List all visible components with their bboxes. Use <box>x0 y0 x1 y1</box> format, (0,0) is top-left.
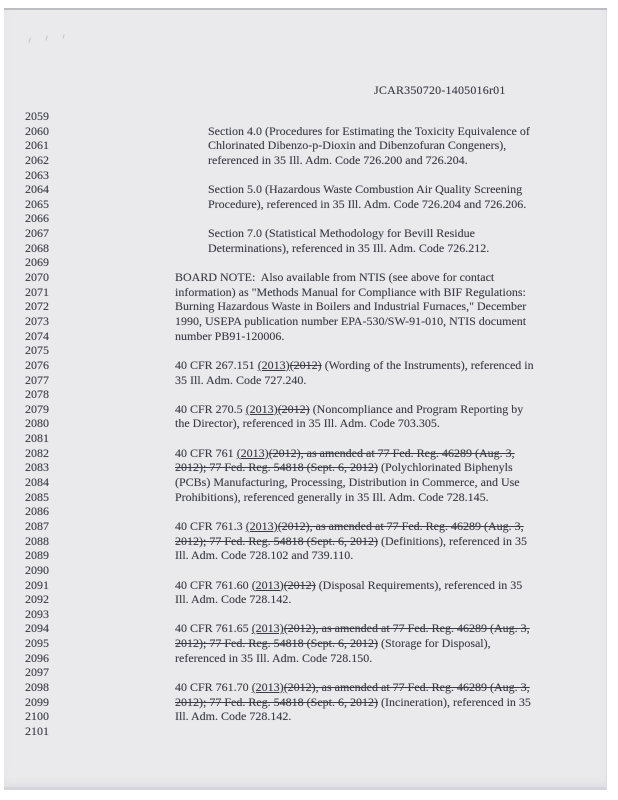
line-number: 2092 <box>25 592 49 607</box>
plain-text: (Disposal Requirements), referenced in 35 <box>315 577 523 592</box>
document-line <box>0 621 618 636</box>
line-number: 2071 <box>25 284 49 299</box>
plain-text: 40 CFR 761.70 <box>175 679 252 694</box>
line-number: 2093 <box>25 606 49 621</box>
document-line <box>0 592 618 607</box>
document-line <box>0 314 618 329</box>
line-text <box>175 475 520 490</box>
line-number: 2080 <box>25 416 49 431</box>
line-number: 2079 <box>25 401 49 416</box>
plain-text: (Wording of the Instruments), referenced in <box>321 357 534 372</box>
document-line <box>0 124 618 139</box>
plain-text: (Incineration), referenced in 35 <box>378 694 531 709</box>
deleted-text: 2012); 77 Fed. Reg. 54818 (Sept. 6, 2012) <box>175 694 378 709</box>
plain-text: 1990, USEPA publication number EPA-530/SW-91-010, NTIS document <box>175 313 527 328</box>
plain-text: 40 CFR 761 <box>175 445 237 460</box>
line-number: 2066 <box>25 211 49 226</box>
line-number: 2084 <box>25 475 49 490</box>
line-number: 2094 <box>25 621 49 636</box>
line-text <box>175 592 291 607</box>
document-line <box>0 197 618 212</box>
inserted-text: (2013) <box>251 621 284 636</box>
plain-text: 40 CFR 761.60 <box>175 577 252 592</box>
plain-text: BOARD NOTE: Also available from NTIS (see above for contact <box>175 270 495 285</box>
inserted-text: (2013) <box>245 401 278 416</box>
plain-text: (PCBs) Manufacturing, Processing, Distribution in Commerce, and Use <box>175 475 520 490</box>
document-line <box>0 724 618 739</box>
line-text <box>208 197 526 212</box>
line-number: 2095 <box>25 636 49 651</box>
document-line <box>0 343 618 358</box>
line-text <box>208 138 506 153</box>
line-number: 2100 <box>25 709 49 724</box>
deleted-text: 2012); 77 Fed. Reg. 54818 (Sept. 6, 2012) <box>175 636 378 651</box>
line-text <box>175 534 527 549</box>
line-number: 2070 <box>25 270 49 285</box>
line-number: 2069 <box>25 255 49 270</box>
line-number: 2088 <box>25 533 49 548</box>
line-text <box>175 578 522 593</box>
plain-text: Ill. Adm. Code 728.142. <box>175 709 292 724</box>
document-line <box>0 182 618 197</box>
document-line <box>0 548 618 563</box>
line-number: 2067 <box>25 226 49 241</box>
line-number: 2097 <box>25 665 49 680</box>
document-line <box>0 431 618 446</box>
plain-text: (Storage for Disposal), <box>378 636 491 651</box>
line-text <box>175 373 306 388</box>
document-lines <box>0 109 618 739</box>
plain-text: (Polychlorinated Biphenyls <box>378 460 513 475</box>
document-line <box>0 416 618 431</box>
line-text <box>175 695 531 710</box>
document-line <box>0 504 618 519</box>
line-number: 2064 <box>25 182 49 197</box>
line-number: 2060 <box>25 123 49 138</box>
line-number: 2086 <box>25 504 49 519</box>
deleted-text: (2012) <box>283 577 316 592</box>
document-line <box>0 373 618 388</box>
document-line <box>0 270 618 285</box>
plain-text: information) as "Methods Manual for Compliance with BIF Regulations: <box>175 284 526 299</box>
line-text <box>175 402 523 417</box>
document-line <box>0 241 618 256</box>
plain-text: 40 CFR 761.3 <box>175 518 246 533</box>
plain-text: number PB91-120006. <box>175 328 285 343</box>
document-line <box>0 636 618 651</box>
document-line <box>0 607 618 622</box>
document-line <box>0 665 618 680</box>
deleted-text: 2012); 77 Fed. Reg. 54818 (Sept. 6, 2012) <box>175 460 378 475</box>
document-line <box>0 138 618 153</box>
line-number: 2089 <box>25 548 49 563</box>
plain-text: Prohibitions), referenced generally in 35 Ill. Adm. Code 728.145. <box>175 489 489 504</box>
document-line <box>0 387 618 402</box>
document-line <box>0 490 618 505</box>
plain-text: Section 7.0 (Statistical Methodology for Bevill Residue <box>208 226 475 241</box>
line-text <box>175 680 530 695</box>
line-text <box>208 226 475 241</box>
line-text <box>208 153 468 168</box>
inserted-text: (2013) <box>245 518 278 533</box>
line-text <box>208 124 530 139</box>
document-line <box>0 519 618 534</box>
plain-text: Burning Hazardous Waste in Boilers and Industrial Furnaces," December <box>175 299 527 314</box>
line-text <box>208 241 489 256</box>
plain-text: referenced in 35 Ill. Adm. Code 726.200 and 726.204. <box>208 152 468 167</box>
plain-text: Procedure), referenced in 35 Ill. Adm. Code 726.204 and 726.206. <box>208 196 527 211</box>
plain-text: 35 Ill. Adm. Code 727.240. <box>175 372 307 387</box>
line-number: 2061 <box>25 138 49 153</box>
line-number: 2074 <box>25 328 49 343</box>
deleted-text: (2012), as amended at 77 Fed. Reg. 46289 (Aug. 3, <box>277 518 524 533</box>
pencil-marks-icon <box>26 34 76 46</box>
deleted-text: (2012) <box>277 401 310 416</box>
line-number: 2090 <box>25 562 49 577</box>
deleted-text: (2012) <box>289 357 322 372</box>
line-number: 2081 <box>25 431 49 446</box>
line-number: 2063 <box>25 167 49 182</box>
document-line <box>0 153 618 168</box>
line-number: 2075 <box>25 343 49 358</box>
line-text <box>175 519 524 534</box>
inserted-text: (2013) <box>257 357 290 372</box>
line-text <box>175 358 534 373</box>
document-line <box>0 651 618 666</box>
line-text <box>175 285 526 300</box>
document-id-header: JCAR350720-1405016r01 <box>374 83 506 97</box>
document-line <box>0 255 618 270</box>
deleted-text: (2012), as amended at 77 Fed. Reg. 46289 (Aug. 3, <box>283 679 530 694</box>
line-number: 2076 <box>25 357 49 372</box>
plain-text: Section 4.0 (Procedures for Estimating the Toxicity Equivalence of <box>208 123 530 138</box>
document-line <box>0 211 618 226</box>
inserted-text: (2013) <box>251 577 284 592</box>
line-text <box>175 270 494 285</box>
line-number: 2082 <box>25 445 49 460</box>
document-line <box>0 109 618 124</box>
line-number: 2091 <box>25 577 49 592</box>
line-number: 2073 <box>25 313 49 328</box>
document-line <box>0 578 618 593</box>
document-line <box>0 168 618 183</box>
line-number: 2065 <box>25 196 49 211</box>
line-text <box>175 548 353 563</box>
plain-text: Determinations), referenced in 35 Ill. Adm. Code 726.212. <box>208 240 490 255</box>
document-line <box>0 299 618 314</box>
line-number: 2078 <box>25 387 49 402</box>
plain-text: Section 5.0 (Hazardous Waste Combustion Air Quality Screening <box>208 182 523 197</box>
line-text <box>175 416 440 431</box>
deleted-text: (2012), as amended at 77 Fed. Reg. 46289 (Aug. 3, <box>268 445 515 460</box>
plain-text: Ill. Adm. Code 728.102 and 739.110. <box>175 548 354 563</box>
line-number: 2098 <box>25 679 49 694</box>
line-text <box>175 651 372 666</box>
line-text <box>208 182 522 197</box>
line-number: 2085 <box>25 489 49 504</box>
line-text <box>175 446 515 461</box>
document-line <box>0 709 618 724</box>
line-number: 2083 <box>25 460 49 475</box>
document-line <box>0 460 618 475</box>
line-text <box>175 636 491 651</box>
plain-text: (Definitions), referenced in 35 <box>378 533 527 548</box>
document-line <box>0 695 618 710</box>
inserted-text: (2013) <box>251 679 284 694</box>
line-text <box>175 490 489 505</box>
plain-text: Ill. Adm. Code 728.142. <box>175 592 292 607</box>
plain-text: 40 CFR 267.151 <box>175 357 258 372</box>
line-number: 2072 <box>25 299 49 314</box>
line-text <box>175 709 291 724</box>
deleted-text: (2012), as amended at 77 Fed. Reg. 46289 (Aug. 3, <box>283 621 530 636</box>
document-line <box>0 563 618 578</box>
line-number: 2077 <box>25 372 49 387</box>
deleted-text: 2012); 77 Fed. Reg. 54818 (Sept. 6, 2012) <box>175 533 378 548</box>
plain-text: (Noncompliance and Program Reporting by <box>309 401 524 416</box>
line-number: 2101 <box>25 723 49 738</box>
document-line <box>0 285 618 300</box>
document-line <box>0 402 618 417</box>
plain-text: the Director), referenced in 35 Ill. Adm. Code 703.305. <box>175 416 440 431</box>
line-text <box>175 621 530 636</box>
line-number: 2087 <box>25 518 49 533</box>
document-line <box>0 475 618 490</box>
document-line <box>0 329 618 344</box>
line-number: 2068 <box>25 240 49 255</box>
line-number: 2059 <box>25 109 49 123</box>
document-line <box>0 358 618 373</box>
line-text <box>175 329 284 344</box>
document-line <box>0 534 618 549</box>
line-text <box>175 314 526 329</box>
line-number: 2099 <box>25 694 49 709</box>
plain-text: Chlorinated Dibenzo-p-Dioxin and Dibenzofuran Congeners), <box>208 138 507 153</box>
plain-text: 40 CFR 270.5 <box>175 401 246 416</box>
document-line <box>0 680 618 695</box>
inserted-text: (2013) <box>236 445 269 460</box>
plain-text: 40 CFR 761.65 <box>175 621 252 636</box>
line-text <box>175 299 526 314</box>
plain-text: referenced in 35 Ill. Adm. Code 728.150. <box>175 650 373 665</box>
line-number: 2062 <box>25 152 49 167</box>
line-number: 2096 <box>25 650 49 665</box>
document-line <box>0 226 618 241</box>
document-line <box>0 446 618 461</box>
line-text <box>175 460 513 475</box>
